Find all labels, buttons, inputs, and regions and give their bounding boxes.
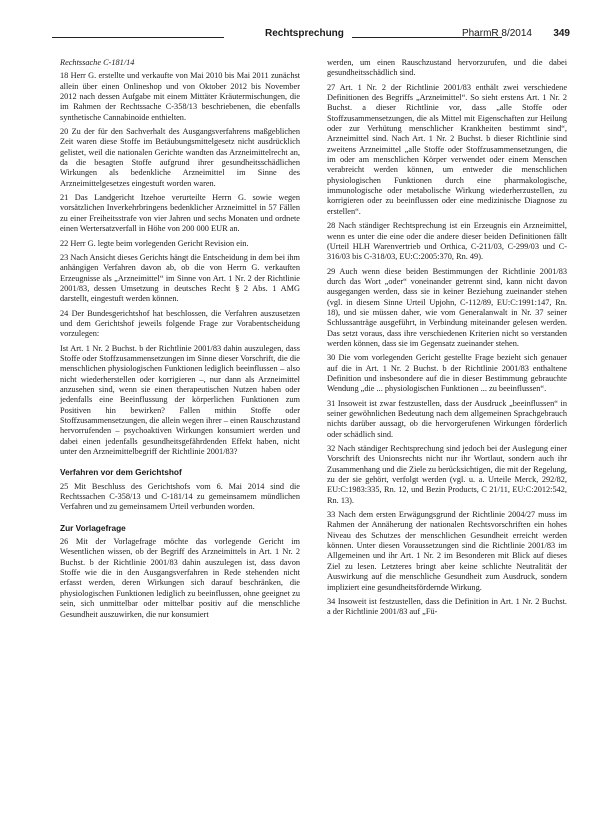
paragraph: 26 Mit der Vorlagefrage möchte das vorlegende Gericht im Wesentlichen wissen, ob der Begriff des Arzneimittels in Art. 1 Nr. 2 Buchst. b der Richtlinie 2001/83 dahin auszulegen ist, dass davon Stoffe wie die in den Ausgangsverfahren in Rede stehenden nicht erfasst werden, deren Wirkungen sich darauf beschränken, die physiologischen Funktionen lediglich zu beeinflussen, ohne geeignet zu sein, sich unmittelbar oder mittelbar positiv auf die menschliche Gesundheit auszuwirken, die nur konsumiert [60, 537, 300, 619]
paragraph: Ist Art. 1 Nr. 2 Buchst. b der Richtlinie 2001/83 dahin auszulegen, dass Stoffe oder Stoffzusammensetzungen im Sinne dieser Vorschrift, die die menschlichen physiologischen Funktionen lediglich beeinflussen – also nicht wiederherstellen oder korrigieren –, nur dann als Arzneimittel anzusehen sind, wenn sie einen therapeutischen Nutzen haben oder jedenfalls eine Beeinflussung der körperlichen Funktionen zum Positiven hin bewirken? Fallen mithin Stoffe oder Stoffzusammensetzungen, die allein wegen ihrer – einen Rauschzustand hervorrufenden – psychoaktiven Wirkungen konsumiert werden und dabei einen jedenfalls gesundheitsgefährdenden Effekt haben, nicht unter den Arzneimittelbegriff der Richtlinie 2001/83? [60, 343, 300, 457]
left-column [60, 58, 300, 624]
paragraph: Rechtssache C-181/14 [60, 58, 135, 67]
section-heading: Zur Vorlagefrage [60, 522, 126, 533]
paragraph: 31 Insoweit ist zwar festzustellen, dass der Ausdruck „beeinflussen“ in seiner gewöhnlichen Bedeutung nach dem allgemeinen Sprachgebrauch nichts darüber aussagt, ob die hervorgerufenen Wirkungen förderlich oder schädlich sind. [327, 398, 567, 439]
page-header [52, 28, 570, 48]
paragraph: 21 Das Landgericht Itzehoe verurteilte Herrn G. sowie wegen vorsätzlichen Inverkehrbringens bedenklicher Arzneimittel in 57 Fällen zu einer Freiheitsstrafe von vier Jahren und sechs Monaten und ordnete einen Wertersatzverfall in Höhe von 200 000 EUR an. [60, 193, 300, 234]
paragraph: 33 Nach dem ersten Erwägungsgrund der Richtlinie 2004/27 muss im Rahmen der Annäherung der nationalen Rechtsvorschriften ein hohes Niveau des Schutzes der menschlichen Gesundheit erreicht werden können. Unter diesen Voraussetzungen sind die Richtlinie 2001/83 im Allgemeinen und ihr Art. 1 Nr. 2 im Besonderen mit Blick auf dieses Ziel zu lesen. Letzteres bringt aber keine schlichte Neutralität der Auswirkung auf die menschliche Gesundheit zum Ausdruck, sondern impliziert eine gesundheitsfördernde Wirkung. [327, 510, 567, 592]
paragraph: 24 Der Bundesgerichtshof hat beschlossen, die Verfahren auszusetzen und dem Gerichtshof jeweils folgende Frage zur Vorabentscheidung vorzulegen: [60, 308, 300, 339]
header-rule-left [52, 37, 224, 38]
section-heading: Verfahren vor dem Gerichtshof [60, 467, 182, 478]
paragraph: werden, um einen Rauschzustand hervorzurufen, und die dabei gesundheitsschädlich sind. [327, 58, 567, 78]
paragraph: 22 Herr G. legte beim vorlegenden Gericht Revision ein. [60, 238, 249, 248]
paragraph: 29 Auch wenn diese beiden Bestimmungen der Richtlinie 2001/83 durch das Wort „oder“ voneinander getrennt sind, kann nicht davon ausgegangen werden, dass sie in keiner Beziehung zueinander stehen (vgl. in diesem Sinne Urteil Upjohn, C-112/89, EU:C:1991:147, Rn. 18), und sie müssen daher, wie vom Generalanwalt in Nr. 37 seiner Schlussanträge ausgeführt, in Verbindung miteinander gelesen werden. Das setzt voraus, dass ihre verschiedenen Kriterien nicht so verstanden werden können, dass sie im Gegensatz zueinander stehen. [327, 266, 567, 348]
page-number: 349 [553, 28, 570, 39]
paragraph: 34 Insoweit ist festzustellen, dass die Definition in Art. 1 Nr. 2 Buchst. a der Richtlinie 2001/83 auf „Fü- [327, 596, 567, 617]
paragraph: 30 Die vom vorlegenden Gericht gestellte Frage bezieht sich genauer auf die in Art. 1 Nr. 2 Buchst. b der Richtlinie 2001/83 enthaltene Definition und insbesondere auf die in dieser Bestimmung gebrauchte Wendung „die ... physiologischen Funktionen ... zu beeinflussen“. [327, 353, 567, 394]
paragraph: 20 Zu der für den Sachverhalt des Ausgangsverfahrens maßgeblichen Zeit waren diese Stoffe im Betäubungsmittelgesetz nicht ausdrücklich gelistet, weil die nationalen Gerichte wandten das Arzneimittelrecht an, da die besagten Stoffe aufgrund ihrer gesundheitsschädlichen Wirkungen als bedenkliche Arzneimittel im Sinne des Arzneimittelgesetzes eingestuft worden waren. [60, 127, 300, 188]
paragraph: 27 Art. 1 Nr. 2 der Richtlinie 2001/83 enthält zwei verschiedene Definitionen des Begriffs „Arzneimittel“. So sieht erstens Art. 1 Nr. 2 Buchst. a dieser Richtlinie vor, dass „alle Stoffe oder Stoffzusammensetzungen, die als Mittel mit Eigenschaften zur Heilung oder zur Verhütung menschlicher Krankheiten bestimmt sind“, Arzneimittel sind. Nach Art. 1 Nr. 2 Buchst. b dieser Richtlinie sind zweitens Arzneimittel „alle Stoffe oder Stoffzusammensetzungen, die im oder am menschlichen Körper verwendet oder einem Menschen verabreicht werden können, um entweder die menschlichen physiologischen Funktionen durch eine pharmakologische, immunologische oder metabolische Wirkung wiederherzustellen, zu korrigieren oder zu beeinflussen oder eine medizinische Diagnose zu erstellen“. [327, 82, 567, 216]
right-column [327, 58, 567, 622]
paragraph: 32 Nach ständiger Rechtsprechung sind jedoch bei der Auslegung einer Vorschrift des Unionsrechts nicht nur ihr Wortlaut, sondern auch ihr Zusammenhang und die Ziele zu berücksichtigen, die mit der Regelung, zu der sie gehört, verfolgt werden (vgl. u. a. Urteile Merck, 292/82, EU:C:1983:335, Rn. 12, und Bezin Products, C 21/11, EU:C:2012:542, Rn. 13). [327, 444, 567, 505]
journal-issue: PharmR 8/2014 [461, 28, 532, 39]
paragraph: 18 Herr G. erstellte und verkaufte von Mai 2010 bis Mai 2011 zunächst allein über einen Onlineshop und von Oktober 2012 bis November 2012 nach dessen Aufgabe mit einem Mittäter Kräutermischungen, die im Rahmen der Rechtssache C-358/13 beschriebenen, die ebenfalls synthetische Cannabinoide enthielten. [60, 71, 300, 122]
section-title: Rechtsprechung [265, 28, 344, 39]
paragraph: 28 Nach ständiger Rechtsprechung ist ein Erzeugnis ein Arzneimittel, wenn es unter die eine oder die andere dieser beiden Definitionen fällt (Urteil HLH Warenvertrieb und Orthica, C-211/03, C-299/03 und C-316/03 bis C-318/03, EU:C:2005:370, Rn. 49). [327, 221, 567, 262]
paragraph: 23 Nach Ansicht dieses Gerichts hängt die Entscheidung in dem bei ihm anhängigen Verfahren davon ab, ob die von Herrn G. verkauften Erzeugnisse als „Arzneimittel“ im Sinne von Art. 1 Nr. 2 der Richtlinie 2001/83, dessen Umsetzung in deutsches Recht § 2 Abs. 1 AMG darstellt, eingestuft werden können. [60, 252, 300, 304]
paragraph: 25 Mit Beschluss des Gerichtshofs vom 6. Mai 2014 sind die Rechtssachen C-358/13 und C-181/14 zu gemeinsamem mündlichen Verfahren und zu gemeinsamem Urteil verbunden worden. [60, 481, 300, 512]
